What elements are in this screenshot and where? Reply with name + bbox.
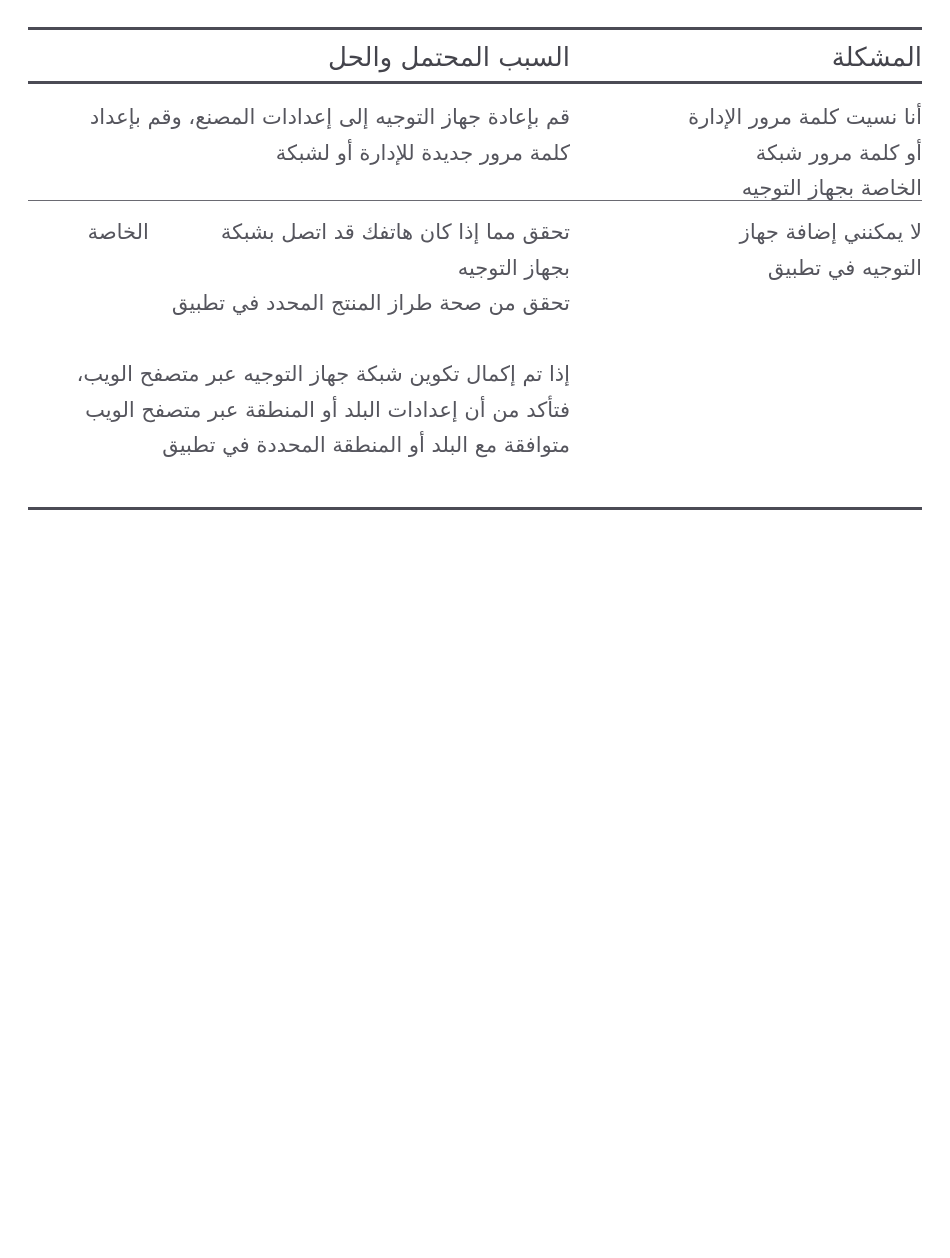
problem-text-line: الخاصة بجهاز التوجيه — [741, 176, 922, 200]
solution-text-line: قم بإعادة جهاز التوجيه إلى إعدادات المصنع، وقم بإعداد — [89, 105, 570, 129]
solution-text-line: كلمة مرور جديدة للإدارة أو لشبكة — [275, 140, 570, 165]
problem-cell — [570, 100, 922, 200]
problem-cell — [570, 215, 922, 507]
solution-text-line: إذا تم إكمال تكوين شبكة جهاز التوجيه عبر متصفح الويب، — [76, 362, 570, 386]
solution-text-part: الخاصة — [87, 220, 149, 244]
solution-cell — [28, 100, 570, 200]
problem-text-line: أنا نسيت كلمة مرور الإدارة — [688, 105, 922, 129]
header-problem: المشكلة — [831, 42, 922, 73]
paragraph-gap — [28, 322, 570, 358]
troubleshooting-table — [28, 27, 922, 510]
problem-text-line: التوجيه في تطبيق — [767, 255, 922, 280]
header-problem-cell — [570, 39, 922, 73]
solution-text-line: تحقق من صحة طراز المنتج المحدد في تطبيق — [171, 291, 570, 315]
problem-text-line: لا يمكنني إضافة جهاز — [739, 220, 922, 244]
header-solution: السبب المحتمل والحل — [328, 42, 570, 73]
problem-text-line: أو كلمة مرور شبكة — [755, 140, 922, 165]
solution-split-line — [28, 215, 570, 251]
solution-text-line: فتأكد من أن إعدادات البلد أو المنطقة عبر متصفح الويب — [85, 397, 570, 422]
table-row — [28, 84, 922, 201]
solution-text-line: بجهاز التوجيه — [457, 255, 570, 280]
table-header-row — [28, 30, 922, 84]
solution-cell — [28, 215, 570, 507]
table-row — [28, 201, 922, 507]
solution-text-part: تحقق مما إذا كان هاتفك قد اتصل بشبكة — [220, 220, 570, 244]
solution-text-line: متوافقة مع البلد أو المنطقة المحددة في تطبيق — [162, 433, 570, 457]
header-solution-cell — [28, 39, 570, 73]
